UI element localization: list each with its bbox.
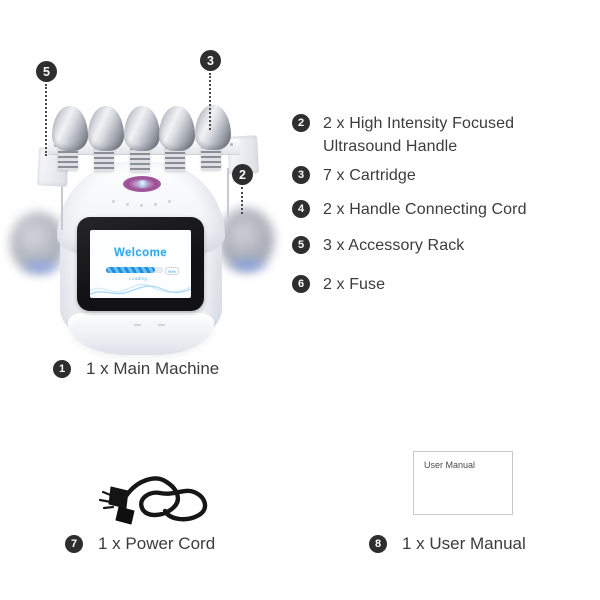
power-cord-photo xyxy=(97,467,219,529)
callout-5-line xyxy=(45,84,47,156)
callout-2-line xyxy=(241,187,243,214)
handle-glow-left xyxy=(18,258,64,276)
caption-label: 1 x User Manual xyxy=(402,534,526,553)
item-number-badge: 3 xyxy=(292,166,310,184)
loading-text: Loading... xyxy=(129,276,152,281)
callout-3-line xyxy=(209,73,211,130)
cartridge xyxy=(52,106,88,151)
screen-display xyxy=(90,230,191,298)
handle-glow-right xyxy=(224,256,272,274)
cartridge xyxy=(195,105,231,150)
item-label: 2 x Fuse xyxy=(323,276,386,293)
item-label: 2 x High Intensity Focused Ultrasound Handle xyxy=(323,115,515,155)
callout-3-badge: 3 xyxy=(200,50,221,71)
list-item-accessory-rack xyxy=(292,234,464,257)
callout-5-badge: 5 xyxy=(36,61,57,82)
base-dash xyxy=(158,324,165,326)
item-label: 3 x Accessory Rack xyxy=(323,237,465,254)
handle-cord-right xyxy=(227,168,229,218)
cartridge xyxy=(88,106,124,151)
vent-dot xyxy=(112,200,115,203)
caption-label: 1 x Power Cord xyxy=(98,534,216,553)
vent-dot xyxy=(140,204,143,207)
vent-dot xyxy=(154,203,157,206)
caption-main-machine xyxy=(53,359,219,379)
list-item-handle xyxy=(292,112,573,158)
list-item-cartridge xyxy=(292,164,416,187)
screen-bezel xyxy=(77,217,204,311)
user-manual-box xyxy=(413,451,513,515)
progress-bar xyxy=(106,267,163,273)
caption-label: 1 x Main Machine xyxy=(86,359,220,378)
item-label: 7 x Cartridge xyxy=(323,167,416,184)
cartridge xyxy=(159,106,195,151)
welcome-text: Welcome xyxy=(113,247,168,259)
caption-user-manual xyxy=(369,534,526,554)
item-number-badge: 6 xyxy=(292,275,310,293)
item-number-badge: 1 xyxy=(53,360,71,378)
cartridge xyxy=(124,106,160,151)
machine-base xyxy=(68,313,214,355)
item-number-badge: 8 xyxy=(369,535,387,553)
item-number-badge: 4 xyxy=(292,200,310,218)
cartridge-holder xyxy=(130,148,150,172)
item-number-badge: 5 xyxy=(292,236,310,254)
brand-emblem-core xyxy=(137,180,148,188)
user-manual-box-label: User Manual xyxy=(424,460,476,470)
item-label: 2 x Handle Connecting Cord xyxy=(323,201,527,218)
base-dash xyxy=(134,324,141,326)
list-item-fuse xyxy=(292,273,385,296)
list-item-connecting-cord xyxy=(292,198,527,221)
caption-power-cord xyxy=(65,534,215,554)
handle-cord-left xyxy=(61,180,63,230)
rack-screw xyxy=(230,143,233,146)
vent-dot xyxy=(126,203,129,206)
vent-dot xyxy=(168,200,171,203)
callout-2-badge: 2 xyxy=(232,164,253,185)
wave-decoration xyxy=(90,278,191,298)
progress-percent-badge: 90% xyxy=(165,267,179,275)
item-number-badge: 2 xyxy=(292,114,310,132)
progress-bar-fill xyxy=(106,267,155,273)
item-number-badge: 7 xyxy=(65,535,83,553)
